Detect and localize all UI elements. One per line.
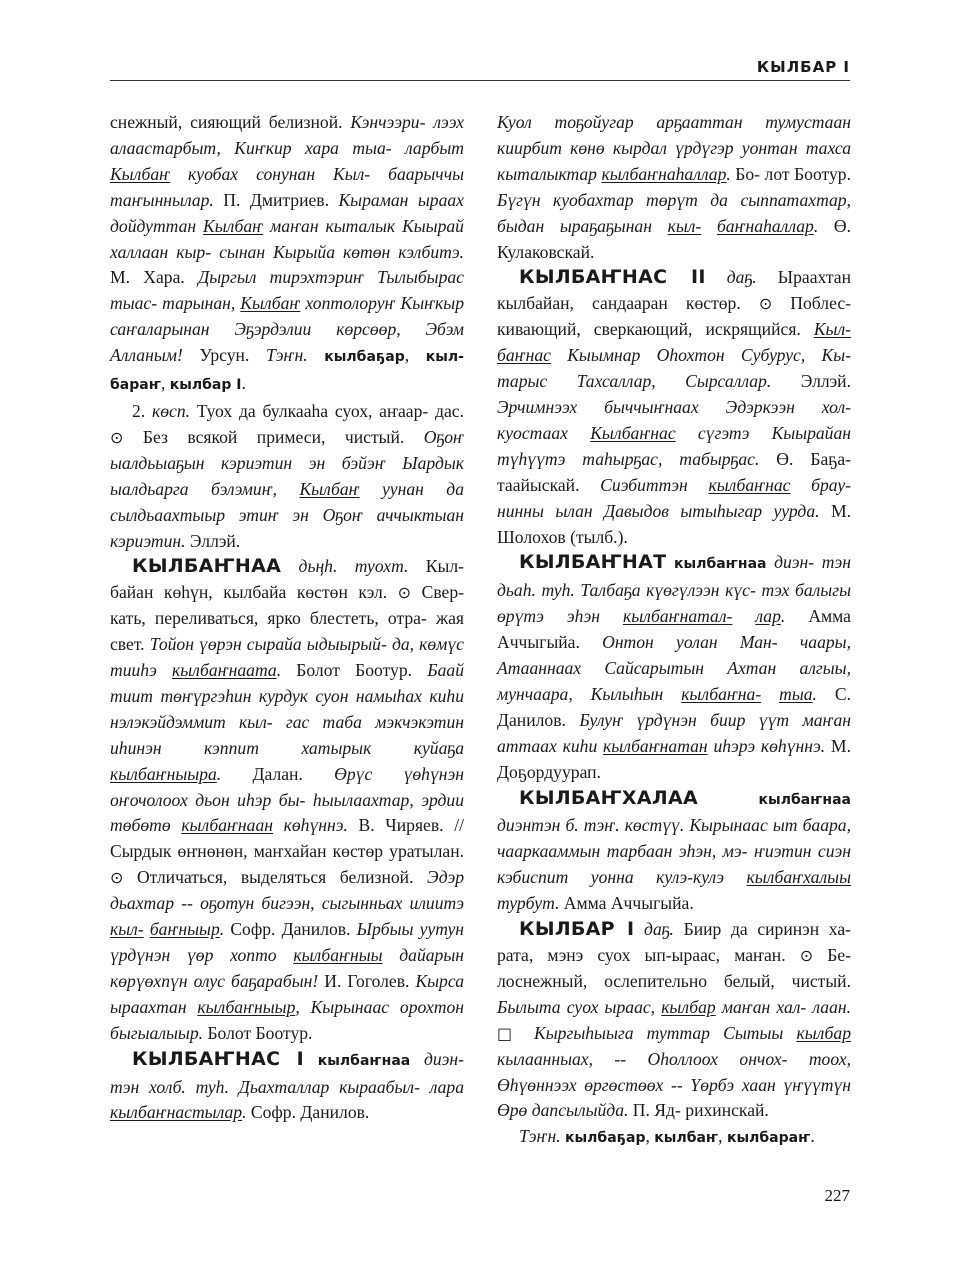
- highlighted-headword-usage: кыл-: [667, 215, 702, 236]
- highlighted-headword-usage: кылбаҥнаһаллар: [601, 163, 727, 184]
- entry-text: снежный, сияющий белизной.: [110, 112, 351, 132]
- entry-text: [281, 556, 298, 576]
- entry-text: Отличаться,: [123, 867, 228, 888]
- entry-text: Амма Аччыгыйа.: [559, 893, 694, 914]
- highlighted-headword-usage: лар: [755, 606, 781, 627]
- example-text: .: [276, 660, 282, 681]
- running-title: КЫЛБАР I: [756, 58, 850, 76]
- example-text: саҥаларынан Эҕэрдэлии көрсөөр, Эбэм: [110, 319, 464, 340]
- highlighted-headword-usage: Кылбаҥ: [240, 293, 301, 314]
- example-text: дьңһ. туохт.: [298, 556, 409, 577]
- example-text: .: [216, 763, 222, 784]
- example-text: .: [219, 919, 225, 940]
- example-text: Ыардык ыалдьарга бэлэмиҥ,: [110, 452, 464, 499]
- entry-text: Кыл-: [408, 556, 464, 577]
- example-text: иһэрэ көһүннэ.: [713, 735, 826, 756]
- entry-text: Софр. Данилов.: [224, 919, 357, 940]
- highlighted-headword-usage: Кылбаҥ: [110, 163, 171, 184]
- example-text: да, көмүс тииһэ: [110, 634, 464, 681]
- entry-text: [304, 1049, 318, 1069]
- highlighted-headword-usage: баҥнаһаллар: [716, 215, 814, 236]
- entry-text: рата, мэнэ суох ып-ыраас, маҥан.: [497, 945, 800, 965]
- entry-text: выделяться белизной.: [240, 867, 428, 888]
- entry-text: Болот: [281, 660, 340, 681]
- cross-reference-word: кылбаҥ: [654, 1130, 719, 1147]
- example-text: маҥан кыталык Кыырай халлаан кыр-: [110, 215, 464, 262]
- example-text: тоох, Өһүөннээх өргөстөөх -- Үөрбэ: [497, 1048, 851, 1095]
- cross-reference-word: кылбаҥнаа: [317, 1052, 411, 1069]
- example-text: оҕотун бигээн, сыгынньах илиитэ: [200, 893, 464, 914]
- example-text: Кыымнар Оһохтон Субурус, Кы-: [550, 345, 851, 366]
- highlighted-headword-usage: тыа: [779, 683, 813, 704]
- example-text: Тэҥн.: [519, 1126, 566, 1147]
- example-text: куостаах: [497, 422, 591, 443]
- example-text: Куол тоҕойугар арҕааттан тумустаан: [497, 112, 851, 132]
- headword: КЫЛБАҤХАЛАА: [519, 786, 698, 809]
- headword: КЫЛБАР I: [519, 918, 635, 941]
- entry-text: Бе-: [813, 945, 852, 965]
- example-text: хоптолоруҥ Кыҥкыр: [300, 293, 464, 314]
- example-text: тэн холб. туһ. Дьахталлар кыраабыл-: [110, 1076, 420, 1097]
- example-text: тэх балыгы өрүтэ эһэн: [497, 580, 851, 627]
- example-text: суон намыһах киһи нэлэкэйдэммит кыл-: [110, 685, 464, 732]
- example-text: алгыы, мунчаара, Кылыһын: [497, 658, 851, 704]
- entry-text: кылбайан, сандааран көстөр.: [497, 293, 759, 314]
- entry-text: Свер-: [411, 582, 465, 603]
- example-text: дайарын: [382, 945, 464, 965]
- example-text: сүгэтэ Кыырайан: [675, 422, 852, 443]
- example-text: тарыс Тахсаллар, Сырсаллар.: [497, 371, 772, 392]
- example-text: һыылаахтар, эрдии төбөтө: [110, 789, 465, 836]
- highlighted-headword-usage: кылбаҥна-: [681, 683, 762, 704]
- example-text: Эдэр дьахтар --: [110, 867, 465, 914]
- right-column: [497, 110, 851, 1152]
- entry-text: жая свет.: [110, 608, 464, 655]
- entry-text: И. Гоголев.: [318, 970, 410, 991]
- entry-text: ,: [645, 1126, 655, 1147]
- dictionary-entry-paragraph: [497, 786, 851, 918]
- example-text: .: [812, 683, 817, 704]
- entry-text: Эллэй.: [185, 530, 241, 551]
- example-text: сыппатахтар, быдан ыраҕаҕынан: [497, 189, 851, 236]
- example-text: Оҕоҥ ыалдьыаҕын кэриэтин эн бэйэҥ: [110, 426, 464, 473]
- example-text: Кырса ыраахтан: [110, 970, 464, 1017]
- highlighted-headword-usage: кылбаҥнастылар: [110, 1102, 243, 1123]
- header-rule: [110, 80, 850, 81]
- entry-text: .: [810, 1126, 815, 1147]
- entry-text: В. Чиряев. // Сырдык өҥнөнөн,: [110, 815, 464, 862]
- example-text: Өрүс үөһүнэн оҥочолоох дьон иһэр бы-: [110, 763, 464, 810]
- example-text: кылаанныах, -- Оһоллоох ончох-: [497, 1048, 788, 1069]
- example-text: даҕ.: [726, 267, 757, 288]
- left-column: [110, 110, 464, 1126]
- entry-text: ,: [404, 345, 426, 366]
- entry-text: маҥхайан көстөр уратылан.: [253, 841, 465, 862]
- cross-reference-word: кылбаҕар: [324, 349, 405, 366]
- example-text: тэн дьаһ. туһ. Талбаҕа күөгүлээн күс-: [497, 552, 851, 601]
- example-text: түһүүтэ таһырҕас, табырҕас.: [497, 448, 760, 469]
- highlighted-headword-usage: кылбар: [661, 996, 716, 1017]
- example-text: баарыччы таҥыннылар.: [110, 163, 464, 210]
- dictionary-entry-paragraph: [110, 554, 464, 1046]
- entry-text: байан көһүн, кылбайа көстөн кэл.: [110, 582, 398, 603]
- entry-text: кать, переливаться, ярко блестеть, отра-: [110, 608, 427, 629]
- highlighted-headword-usage: кылбаҥныыр: [197, 996, 296, 1017]
- example-text: баара, чааркааммын тарбаан эһэн, мэ-: [497, 815, 851, 862]
- highlighted-headword-usage: кылбаҥнатан: [603, 735, 708, 756]
- running-header: [110, 58, 850, 80]
- cross-reference-word: кылбаҥнаа: [758, 791, 851, 808]
- highlighted-headword-usage: кылбар: [796, 1022, 851, 1043]
- example-text: .: [242, 1102, 247, 1123]
- entry-text: дас.: [435, 400, 464, 421]
- example-text: Баай тиит төҥүргэһин курдук: [110, 660, 464, 706]
- highlighted-headword-usage: Кылбаҥ: [299, 478, 360, 499]
- entry-text: Ыраахтан: [756, 267, 851, 288]
- highlighted-headword-usage: баҥнас: [497, 345, 551, 366]
- example-text: орохтон быгыалыыр.: [110, 996, 464, 1043]
- example-text: көһүннэ.: [283, 815, 348, 836]
- entry-text: М. Доҕордуурап.: [497, 735, 851, 782]
- dictionary-entry-paragraph: [497, 917, 851, 1124]
- dictionary-entry-paragraph: [110, 110, 464, 399]
- entry-text: [666, 552, 674, 572]
- example-text: Алланым!: [110, 345, 183, 366]
- example-text: Сиэбиттэн: [600, 474, 709, 495]
- example-text: Кыргыһыыга туттар Сытыы: [520, 1022, 784, 1043]
- translation-marker-icon: ⊙: [110, 868, 124, 888]
- example-text: лаан.: [812, 996, 851, 1017]
- example-text: Булуҥ үрдүнэн биир: [579, 709, 746, 730]
- example-text: нинны ылан Давыдов ытыһыгар уурда.: [497, 500, 820, 521]
- example-text: Бүгүн куобахтар төрүт да: [497, 189, 728, 210]
- entry-text: М. Хара.: [110, 267, 185, 288]
- example-text: Дыргыл тирэхтэриҥ Тылыбырас тыас-: [110, 267, 464, 314]
- entry-text: [706, 267, 727, 287]
- highlighted-headword-usage: Кылбаҥнас: [590, 422, 676, 443]
- dictionary-entry-paragraph: [497, 1124, 851, 1152]
- cross-reference-word: кылбараҥ: [726, 1130, 811, 1147]
- highlighted-headword-usage: кыл-: [110, 919, 144, 940]
- example-text: Кэнчээри-: [350, 112, 426, 132]
- example-text: Былыта суох ыраас,: [497, 996, 662, 1017]
- example-text: диэн-: [766, 552, 815, 573]
- example-text: көсп.: [151, 400, 191, 421]
- highlighted-headword-usage: Кылбаҥ: [203, 215, 264, 236]
- example-text: куобах сонунан Кыл-: [170, 163, 371, 184]
- dictionary-entry-paragraph: [110, 399, 464, 554]
- entry-text: Туох да булкааһа суох, аҥаар-: [190, 400, 429, 421]
- example-text: Кыраман ыраах дойдуттан: [110, 189, 464, 236]
- phraseology-marker-icon: □: [497, 1023, 521, 1043]
- highlighted-headword-usage: кылбаҥнаан: [181, 815, 273, 836]
- cross-reference-word: кыл-: [425, 349, 464, 366]
- highlighted-headword-usage: кылбаҥхалыы: [746, 867, 851, 888]
- example-text: чаары, Атааннаах Сайсарытын Ахтан: [497, 632, 851, 679]
- example-text: брау-: [790, 474, 852, 495]
- entry-text: П. Дмитриев.: [213, 189, 330, 210]
- example-text: хатырык куйаҕа: [301, 737, 464, 758]
- entry-text: П. Яд-: [628, 1100, 681, 1121]
- highlighted-headword-usage: кылбаҥныы: [293, 945, 383, 965]
- dictionary-entry-paragraph: [497, 550, 851, 785]
- cross-reference-word: кылбаҕар: [565, 1130, 646, 1147]
- highlighted-headword-usage: кылбаҥнас: [708, 474, 791, 495]
- entry-text: Бо-: [730, 163, 761, 184]
- entry-text: Амма Аччыгыйа.: [497, 606, 851, 653]
- headword: КЫЛБАҤНАА: [132, 555, 282, 578]
- cross-reference-word: кылбар I: [169, 377, 242, 394]
- highlighted-headword-usage: кылбаҥныыра: [110, 763, 217, 784]
- headword: КЫЛБАҤНАТ: [519, 551, 667, 574]
- example-text: даҕ.: [644, 919, 674, 940]
- example-text: ларбыт: [405, 137, 464, 158]
- example-text: уунан да сылдьаахтыыр этиҥ эн Оҕоҥ: [110, 478, 465, 525]
- highlighted-headword-usage: Кыл-: [813, 319, 851, 340]
- example-text: .: [726, 163, 731, 184]
- example-text: көрүөхпүн олус баҕарабын!: [110, 970, 319, 991]
- example-text: хаан үҥүүтүн Өрө дапсылыйда.: [497, 1074, 851, 1121]
- entry-text: М. Шолохов (тылб.).: [497, 500, 851, 547]
- example-text: Тэҥн.: [266, 345, 325, 366]
- example-text: гас таба мэкчэкэтин иһинэн кэппит: [110, 711, 464, 758]
- entry-text: лоснежный, ослепительно белый, чистый.: [497, 970, 851, 991]
- example-text: сынан Кырыйа көтөн кэлбитэ.: [219, 241, 465, 262]
- example-text: аччыктыан кэриэтин.: [110, 504, 464, 551]
- translation-marker-icon: ⊙: [799, 946, 814, 965]
- example-text: Ырбыы уутун: [356, 919, 465, 940]
- cross-reference-word: кылбаҥнаа: [674, 556, 767, 573]
- entry-text: Эллэй.: [771, 371, 851, 392]
- entry-text: Ө. Кулаковскай.: [497, 215, 851, 262]
- entry-text: кивающий, сверкающий, искрящийся.: [497, 319, 814, 340]
- example-text: .: [780, 606, 786, 627]
- entry-text: рихинскай.: [685, 1100, 769, 1121]
- entry-text: Поблес-: [772, 293, 851, 314]
- entry-text: ,: [160, 373, 170, 394]
- entry-text: [698, 788, 759, 808]
- example-text: үрдүнэн үөр хопто: [110, 945, 294, 965]
- example-text: Тойон үөрэн сырайа ыдыырый-: [149, 634, 387, 655]
- entry-text: таайыскай.: [497, 474, 601, 495]
- entry-text: Без всякой примеси, чистый.: [123, 426, 405, 447]
- example-text: маҥан хал-: [715, 996, 807, 1017]
- entry-text: С. Данилов.: [497, 683, 851, 730]
- entry-text: Далан.: [221, 763, 303, 784]
- dictionary-entry-paragraph: [497, 265, 851, 550]
- example-text: лээх алаастарбыт, Киҥкир хара тыа-: [110, 112, 464, 158]
- translation-marker-icon: ⊙: [758, 294, 773, 314]
- entry-text: Урсун.: [182, 345, 266, 366]
- headword: КЫЛБАҤНАС II: [519, 266, 706, 289]
- example-text: диэн-: [410, 1048, 464, 1069]
- entry-text: ,: [718, 1126, 727, 1147]
- highlighted-headword-usage: кылбаҥнатал-: [622, 606, 733, 627]
- entry-text: [634, 919, 644, 939]
- example-text: диэнтэн б. тэҥ. көстүү. Кырынаас ыт: [497, 815, 798, 836]
- translation-marker-icon: ⊙: [110, 427, 124, 447]
- entry-text: Биир да сиринэн ха-: [673, 919, 851, 940]
- translation-marker-icon: ⊙: [397, 583, 412, 603]
- entry-text: Боотур.: [355, 660, 428, 681]
- highlighted-headword-usage: баҥныыр: [149, 919, 220, 940]
- example-text: ҥиэтин сиэн кэбиспит уонна кулэ-кулэ: [497, 841, 851, 888]
- entry-text: .: [241, 373, 246, 394]
- entry-text: лот Боотур.: [764, 163, 851, 184]
- example-text: лара: [429, 1076, 464, 1097]
- entry-text: 2.: [132, 400, 152, 421]
- entry-text: Болот Боотур.: [203, 1022, 313, 1043]
- example-text: .: [813, 215, 819, 236]
- example-text: киирбит көнө кырдал үрдүгэр уонтан: [497, 137, 798, 158]
- example-text: тарынан,: [162, 293, 241, 314]
- highlighted-headword-usage: кылбаҥнаата: [172, 660, 277, 681]
- dictionary-entry-paragraph: [110, 1047, 464, 1127]
- example-text: Онтон уолан Ман-: [602, 632, 778, 653]
- example-text: , Кырынаас: [295, 996, 390, 1017]
- cross-reference-word: бараҥ: [110, 377, 161, 394]
- entry-text: Софр. Данилов.: [246, 1102, 370, 1123]
- example-text: тахса кыталыктар: [497, 137, 852, 184]
- entry-text: Ө. Баҕа-: [759, 448, 851, 469]
- example-text: Эрчимнээх быччыҥнаах Эдэркээн хол-: [497, 396, 851, 417]
- example-text: үүт маҥан аттаах киһи: [497, 709, 851, 756]
- example-text: турбут.: [497, 893, 560, 914]
- headword: КЫЛБАҤНАС I: [132, 1047, 305, 1070]
- page-number: 227: [824, 1186, 850, 1205]
- dictionary-entry-paragraph: [497, 110, 851, 265]
